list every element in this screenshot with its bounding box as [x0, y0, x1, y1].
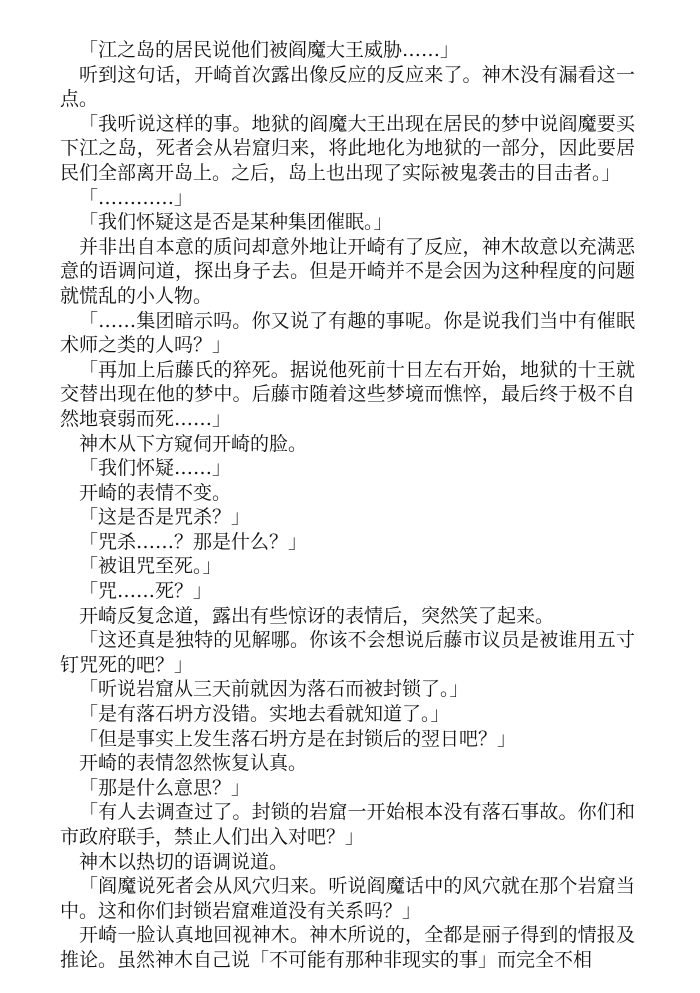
paragraph: 听到这句话，开崎首次露出像反应的反应来了。神木没有漏看这一点。 — [60, 63, 635, 111]
paragraph: 「再加上后藤氏的猝死。据说他死前十日左右开始，地狱的十王就交替出现在他的梦中。后藤市随着这些梦境而憔悴，最后终于极不自然地衰弱而死……」 — [60, 358, 635, 430]
paragraph: 神木从下方窥伺开崎的脸。 — [79, 432, 308, 455]
paragraph: 「是有落石坍方没错。实地去看就知道了。」 — [79, 703, 450, 726]
paragraph: 开崎反复念道，露出有些惊讶的表情后，突然笑了起来。 — [79, 604, 555, 627]
paragraph: 「听说岩窟从三天前就因为落石而被封锁了。」 — [79, 678, 469, 701]
paragraph: 「咒……死？」 — [79, 580, 213, 603]
paragraph: 开崎一脸认真地回视神木。神木所说的，全都是丽子得到的情报及推论。虽然神木自己说「不可能有那种非现实的事」而完全不相 — [60, 924, 635, 971]
paragraph: 「但是事实上发生落石坍方是在封锁后的翌日吧？」 — [79, 727, 517, 750]
paragraph: 「我们怀疑这是否是某种集团催眠。」 — [79, 211, 393, 234]
paragraph: 「阎魔说死者会从风穴归来。听说阎魔话中的风穴就在那个岩窟当中。这和你们封锁岩窟难道没有关系吗？」 — [60, 875, 635, 922]
paragraph: 开崎的表情不变。 — [79, 481, 232, 504]
paragraph: 「被诅咒至死。」 — [79, 555, 222, 578]
paragraph: 「这还真是独特的见解哪。你该不会想说后藤市议员是被谁用五寸钉咒死的吧？」 — [60, 629, 635, 676]
paragraph: 「咒杀……？那是什么？」 — [79, 530, 308, 553]
paragraph: 「这是否是咒杀？」 — [79, 506, 251, 529]
paragraph: 「那是什么意思？」 — [79, 776, 251, 799]
paragraph: 「我听说这样的事。地狱的阎魔大王出现在居民的梦中说阎魔要买下江之岛，死者会从岩窟归来，将此地化为地狱的一部分，因此要居民们全部离开岛上。之后，岛上也出现了实际被鬼袭击的目击者。」 — [60, 112, 635, 184]
paragraph: 并非出自本意的质问却意外地让开崎有了反应，神木故意以充满恶意的语调问道，探出身子去。但是开崎并不是会因为这种程度的问题就慌乱的小人物。 — [60, 235, 635, 307]
paragraph: 「我们怀疑……」 — [79, 457, 232, 480]
paragraph: 开崎的表情忽然恢复认真。 — [79, 752, 308, 775]
document-page — [60, 38, 635, 973]
paragraph: 神木以热切的语调说道。 — [79, 850, 289, 873]
paragraph: 「有人去调查过了。封锁的岩窟一开始根本没有落石事故。你们和市政府联手，禁止人们出入对吧？」 — [60, 801, 635, 848]
paragraph: 「……集团暗示吗。你又说了有趣的事呢。你是说我们当中有催眠术师之类的人吗？」 — [60, 309, 635, 357]
paragraph: 「…………」 — [79, 186, 194, 209]
paragraph: 「江之岛的居民说他们被阎魔大王威胁……」 — [79, 39, 460, 61]
